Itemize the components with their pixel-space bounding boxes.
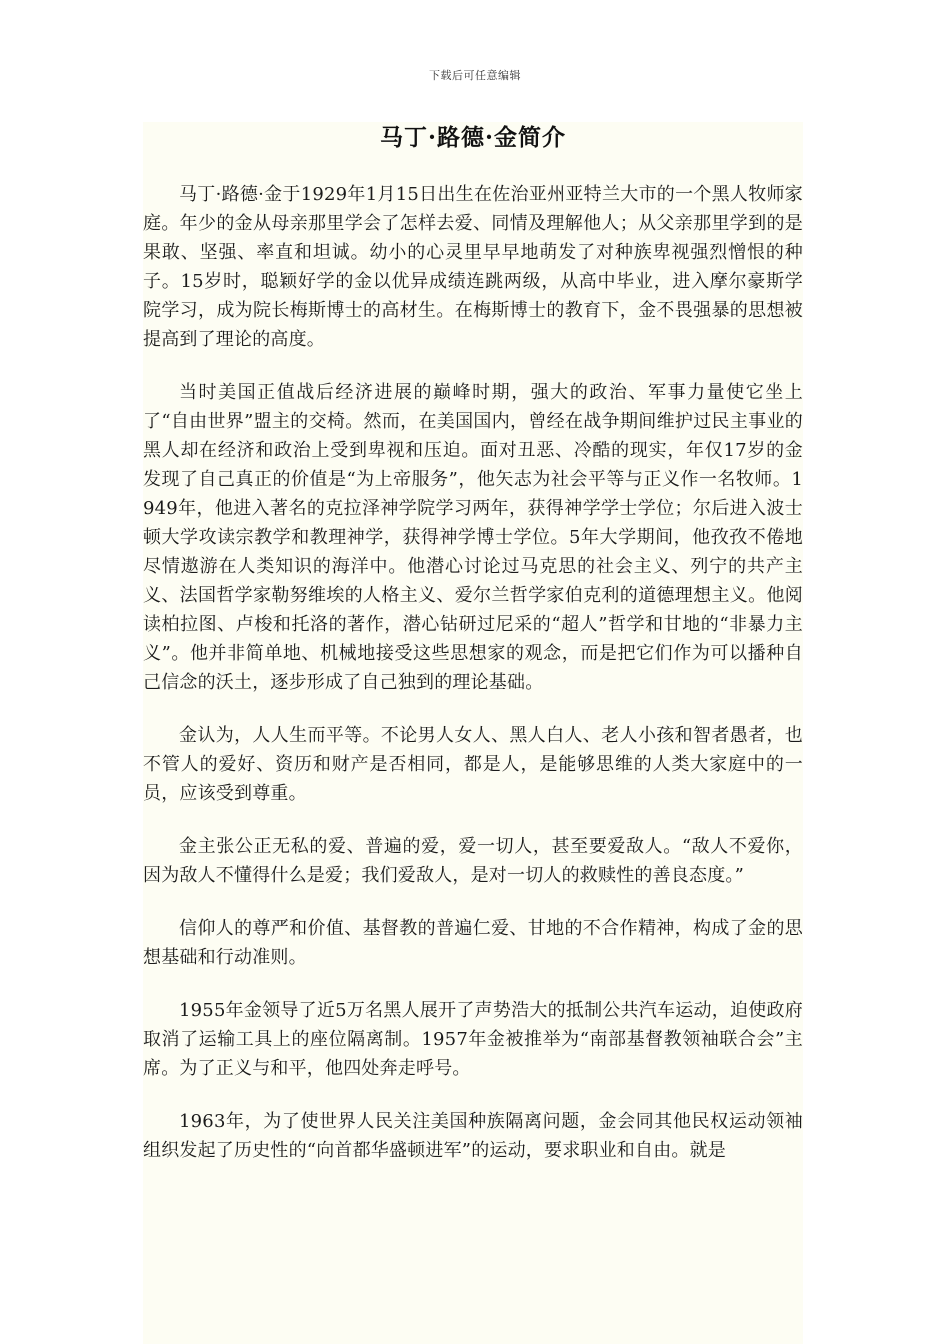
paragraph-march-on-washington: 1963年，为了使世界人民关注美国种族隔离问题，金会同其他民权运动领袖组织发起了历史性的“向首都华盛顿进军”的运动，要求职业和自由。就是 [143, 1111, 803, 1161]
document-body [143, 180, 803, 1189]
paragraph-bus-boycott: 1955年金领导了近5万名黑人展开了声势浩大的抵制公共汽车运动，迫使政府取消了运输工具上的座位隔离制。1957年金被推举为“南部基督教领袖联合会”主席。为了正义与和平，他四处奔走呼号。 [143, 1000, 803, 1079]
document-title: 马丁·路德·金简介 [379, 124, 566, 151]
paragraph-birth-and-education: 马丁·路德·金于1929年1月15日出生在佐治亚州亚特兰大市的一个黑人牧师家庭。年少的金从母亲那里学会了怎样去爱、同情及理解他人；从父亲那里学到的是果敢、坚强、率直和坦诚。幼小的心灵里早早地萌发了对种族卑视强烈憎恨的种子。15岁时，聪颖好学的金以优异成绩连跳两级，从高中毕业，进入摩尔豪斯学院学习，成为院长梅斯博士的高材生。在梅斯博士的教育下，金不畏强暴的思想被提高到了理论的高度。 [143, 184, 803, 350]
page-header-note: 下载后可任意编辑 [429, 69, 521, 82]
paragraph-equality-belief: 金认为，人人生而平等。不论男人女人、黑人白人、老人小孩和智者愚者，也不管人的爱好、资历和财产是否相同，都是人，是能够思维的人类大家庭中的一员，应该受到尊重。 [143, 725, 803, 804]
paragraph-ideological-foundation: 信仰人的尊严和价值、基督教的普遍仁爱、甘地的不合作精神，构成了金的思想基础和行动准则。 [143, 918, 803, 968]
paragraph-universal-love: 金主张公正无私的爱、普遍的爱，爱一切人，甚至要爱敌人。“敌人不爱你，因为敌人不懂得什么是爱；我们爱敌人，是对一切人的救赎性的善良态度。” [143, 836, 803, 886]
paragraph-theology-studies: 当时美国正值战后经济进展的巅峰时期，强大的政治、军事力量使它坐上了“自由世界”盟主的交椅。然而，在美国国内，曾经在战争期间维护过民主事业的黑人却在经济和政治上受到卑视和压迫。面对丑恶、冷酷的现实，年仅17岁的金发现了自己真正的价值是“为上帝服务”，他矢志为社会平等与正义作一名牧师。1949年，他进入著名的克拉泽神学院学习两年，获得神学学士学位；尔后进入波士顿大学攻读宗教学和教理神学，获得神学博士学位。5年大学期间，他孜孜不倦地尽情遨游在人类知识的海洋中。他潜心讨论过马克思的社会主义、列宁的共产主义、法国哲学家勒努维埃的人格主义、爱尔兰哲学家伯克利的道德理想主义。他阅读柏拉图、卢梭和托洛的著作，潜心钻研过尼采的“超人”哲学和甘地的“非暴力主义”。他并非简单地、机械地接受这些思想家的观念，而是把它们作为可以播种自己信念的沃土，逐步形成了自己独到的理论基础。 [143, 382, 803, 693]
document-content [143, 122, 803, 1344]
